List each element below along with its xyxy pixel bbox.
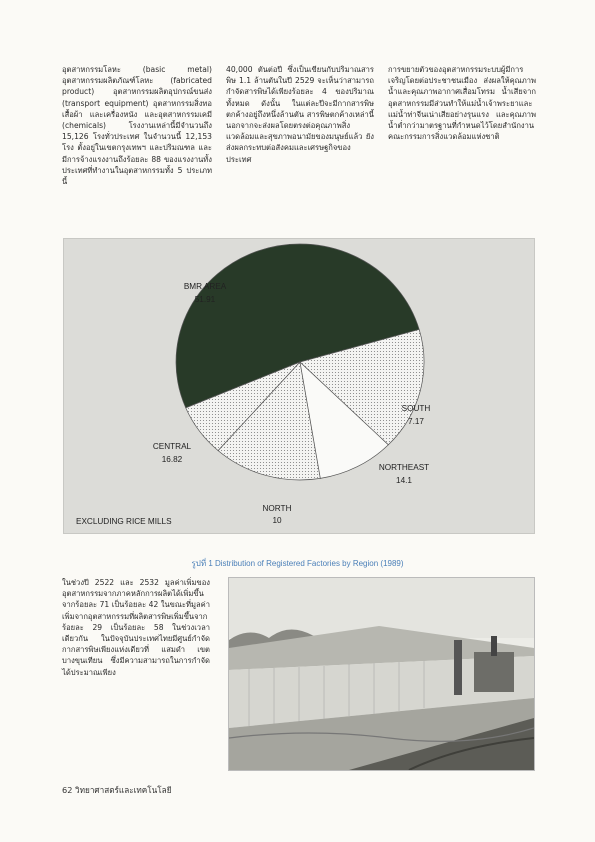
body-text-column-1: อุตสาหกรรมโลหะ (basic metal) อุตสาหกรรมผลิตภัณฑ์โลหะ (fabricated product) อุตสาหกรรมผลิตอุปกรณ์ขนส่ง (transport equipment) อุตสาหกรรมสิ่งทอ เสื้อผ้า และเครื่องหนัง และอุตสาหกรรมเคมี (chemicals) โรงงานเหล่านี้มีจำนวนถึง 15,126 โรงทั่วประเทศ ในจำนวนนี้ 12,153 โรง ตั้งอยู่ในเขตกรุงเทพฯ และปริมณฑล และมีการจ้างแรงงานถึงร้อยละ 88 ของแรงงานทั้งประเทศที่ทำงานในอุตสาหกรรมทั้ง 5 ประเภทนี้ xyxy=(62,65,212,187)
pie-chart xyxy=(64,239,534,533)
body-text-column-2: 40,000 ตันต่อปี ซึ่งเป็นเขียนกับปริมาณสารพิษ 1.1 ล้านตันในปี 2529 จะเห็นว่าสามารถกำจัดสารพิษได้เพียงร้อยละ 4 ของปริมาณทั้งหมด ดังนั้น ในแต่ละปีจะมีกากสารพิษตกค้างอยู่ถึงหนึ่งล้านตัน สารพิษตกค้างเหล่านี้ นอกจากจะส่งผลโดยตรงต่อคุณภาพสิ่งแวดล้อมและสุขภาพอนามัยของมนุษย์แล้ว ยังส่งผลกระทบต่อสังคมและเศรษฐกิจของประเทศ xyxy=(226,65,374,164)
body-text-column-3: การขยายตัวของอุตสาหกรรมระบบผู้มีการเจริญโดยต่อประชาชนเมือง ส่งผลให้คุณภาพน้ำและคุณภาพอากาศเสื่อมโทรม น้ำเสียจากอุตสาหกรรมมีส่วนทำให้แม่น้ำเจ้าพระยาและแม่น้ำท่าจีนเน่าเสียอย่างรุนแรง และคุณภาพน้ำต่ำกว่ามาตรฐานที่กำหนดไว้โดยสำนักงานคณะกรรมการสิ่งแวดล้อมแห่งชาติ xyxy=(388,65,536,142)
slice-label-northeast: NORTHEAST xyxy=(378,463,430,472)
factory-photo xyxy=(228,577,535,771)
slice-value-north: 10 xyxy=(272,516,282,525)
slice-label-north: NORTH xyxy=(262,504,292,513)
slice-label-south: SOUTH xyxy=(401,404,431,413)
pie-chart-figure xyxy=(63,238,535,534)
slice-label-bmr-area: BMR AREA xyxy=(183,282,227,291)
figure-caption: รูปที่ 1 Distribution of Registered Factories by Region (1989) xyxy=(191,559,404,568)
slice-value-central: 16.82 xyxy=(161,455,183,464)
page-footer: 62 วิทยาศาสตร์และเทคโนโลยี xyxy=(62,785,172,795)
slice-value-bmr-area: 51.91 xyxy=(194,295,216,304)
chart-annotation: EXCLUDING RICE MILLS xyxy=(76,517,172,526)
slice-value-northeast: 14.1 xyxy=(396,476,412,485)
slice-value-south: 7.17 xyxy=(408,417,424,426)
body-text-column-4: ในช่วงปี 2522 และ 2532 มูลค่าเพิ่มของอุตสาหกรรมจากภาคหลักการผลิตได้เพิ่มขึ้นจากร้อยละ 71 เป็นร้อยละ 42 ในขณะที่มูลค่าเพิ่มจากอุตสาหกรรมที่ผลิตสารพิษเพิ่มขึ้นจากร้อยละ 29 เป็นร้อยละ 58 ในช่วงเวลาเดียวกัน ในปัจจุบันประเทศไทยมีศูนย์กำจัดกากสารพิษเพียงแห่งเดียวที่ แสมดำ เขตบางขุนเทียน ซึ่งมีความสามารถในการกำจัดได้ประมาณเพียง xyxy=(62,578,210,677)
slice-label-central: CENTRAL xyxy=(152,442,192,451)
